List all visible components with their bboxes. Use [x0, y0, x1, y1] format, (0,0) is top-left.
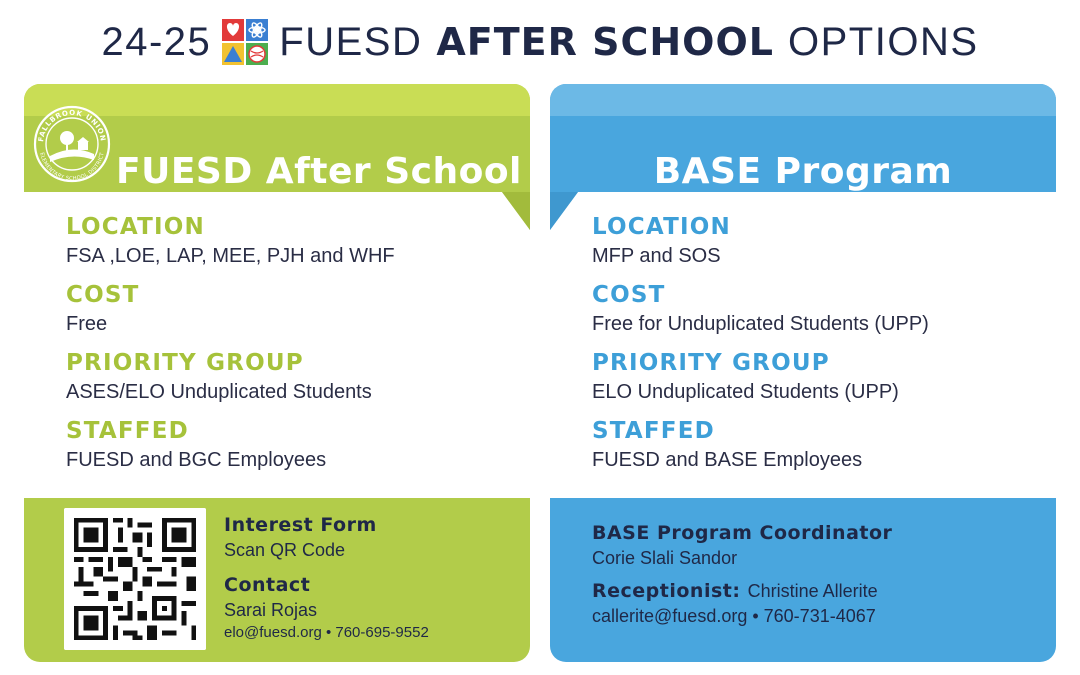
svg-text:ELEMENTARY SCHOOL DISTRICT: ELEMENTARY SCHOOL DISTRICT: [38, 151, 106, 183]
interest-form-qr-code[interactable]: [64, 508, 206, 650]
priority-group-value: ELO Unduplicated Students (UPP): [592, 381, 899, 403]
card-title: FUESD After School: [116, 150, 522, 192]
title-emphasis: AFTER SCHOOL: [436, 20, 774, 64]
contact-details: elo@fuesd.org • 760-695-9552: [224, 624, 429, 641]
interest-form-text: Scan QR Code: [224, 540, 346, 560]
location-label: LOCATION: [592, 214, 731, 240]
contact-name: Sarai Rojas: [224, 600, 318, 620]
staffed-label: STAFFED: [66, 418, 189, 444]
coordinator-heading: BASE Program Coordinator: [592, 522, 893, 544]
location-value: MFP and SOS: [592, 245, 721, 267]
title-year: 24-25: [101, 19, 212, 64]
priority-group-value: ASES/ELO Unduplicated Students: [66, 381, 372, 403]
title-suffix: OPTIONS: [787, 19, 979, 64]
title-district: FUESD: [279, 19, 423, 64]
coordinator-info: [592, 520, 1032, 628]
contact-heading: Contact: [224, 574, 311, 596]
cost-value: Free for Unduplicated Students (UPP): [592, 313, 929, 335]
interest-form-heading: Interest Form: [224, 514, 377, 536]
cost-value: Free: [66, 313, 108, 335]
receptionist-heading: Receptionist:: [592, 580, 741, 602]
cost-label: COST: [592, 282, 666, 308]
receptionist-details: callerite@fuesd.org • 760-731-4067: [592, 606, 876, 626]
coordinator-name: Corie Slali Sandor: [592, 548, 738, 568]
base-program-card: [550, 84, 1056, 662]
details-fields: [66, 212, 506, 484]
staffed-label: STAFFED: [592, 418, 715, 444]
contact-info: [224, 512, 514, 644]
priority-group-label: PRIORITY GROUP: [592, 350, 830, 376]
cost-label: COST: [66, 282, 140, 308]
page-title: [0, 14, 1080, 70]
svg-text:FALLBROOK UNION: FALLBROOK UNION: [37, 108, 108, 143]
card-top-strip: [550, 84, 1056, 116]
card-title: BASE Program: [653, 150, 953, 192]
location-value: FSA ,LOE, LAP, MEE, PJH and WHF: [66, 245, 395, 267]
staffed-value: FUESD and BGC Employees: [66, 449, 327, 471]
details-fields: [592, 212, 1032, 484]
receptionist-name: Christine Allerite: [747, 581, 878, 601]
location-label: LOCATION: [66, 214, 205, 240]
priority-group-label: PRIORITY GROUP: [66, 350, 304, 376]
fuesd-after-school-card: [24, 84, 530, 662]
staffed-value: FUESD and BASE Employees: [592, 449, 863, 471]
activities-logo-icon: [221, 18, 269, 66]
